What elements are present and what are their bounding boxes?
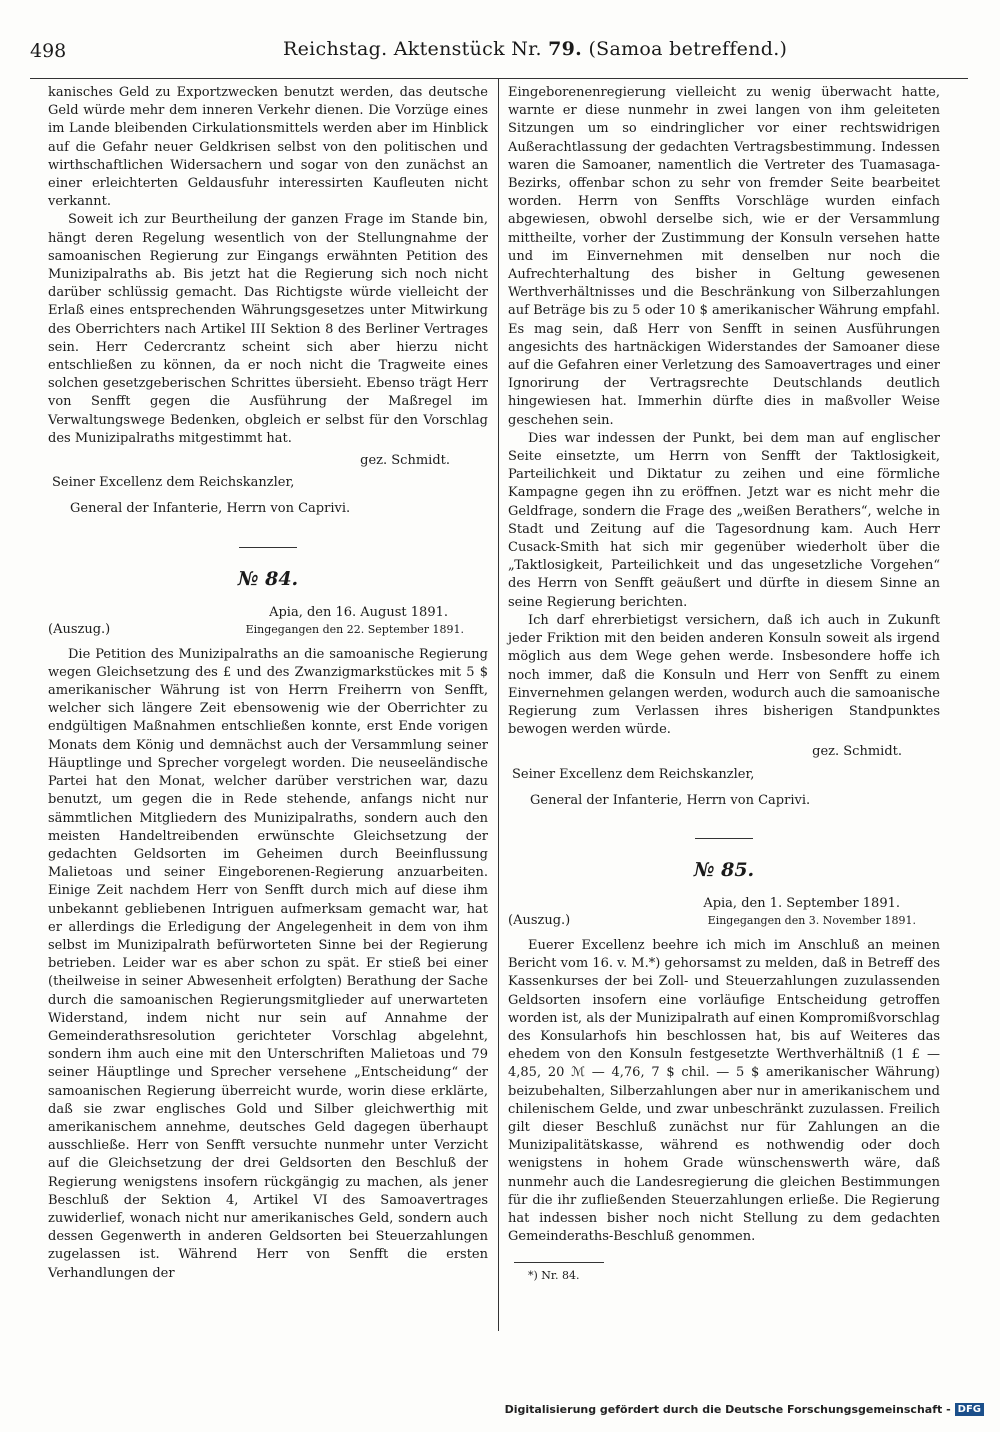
left-paragraph-1: kanisches Geld zu Exportzwecken benutzt werden, das deutsche Geld würde mehr dem inneren Verkehr dienen. Die Vorzüge eines im Lande bleibenden Cirkulationsmittels werden aber im Hinblick auf die Gefahr neuer Geldkrisen selbst von den politischen und wirthschaftlichen Widersachern und sogar von den zunächst an einer erleichterten Geldausfuhr interessirten Kaufleuten nicht verkannt. — [48, 85, 488, 210]
dfg-credit — [505, 1403, 984, 1416]
running-title — [283, 38, 787, 60]
addressee-line-2: General der Infanterie, Herrn von Caprivi. — [70, 501, 351, 517]
footnote-rule — [514, 1262, 604, 1263]
header-rule — [30, 78, 968, 79]
page-number: 498 — [30, 40, 67, 62]
page-header — [30, 26, 970, 66]
running-title-number: 79. — [548, 38, 583, 60]
dfg-credit-text: Digitalisierung gefördert durch die Deutsche Forschungsgemeinschaft - — [504, 1403, 951, 1416]
column-divider — [498, 79, 499, 1331]
dateline: Apia, den 1. September 1891. — [703, 895, 900, 911]
right-paragraph-4: Euerer Excellenz beehre ich mich im Anschluß an meinen Bericht vom 16. v. M.*) gehorsamst zu melden, daß in Betreff des Kassenkurses der bei Zoll- und Steuerzahlungen zuzulassenden Geldsorten insofern eine vorläufige Entscheidung getroffen worden ist, als der Munizipalrath auf einen Kompromißvorschlag des Konsularhofs hin beschlossen hat, bis auf Weiteres das ehedem von den Konsuln festgesetzte Werthverhältniß (1 £ — 4,85, 20 ℳ — 4,76, 7 $ chil. — 5 $ amerikanischer Währung) beizubehalten, Silberzahlungen aber nur in amerikanischem und chilenischem Gelde, und zwar unbeschränkt zuzulassen. Freilich gilt dieser Beschluß zunächst nur für Zahlungen an die Munizipalitätskasse, während es nothwendig oder doch wenigstens in hohem Grade wünschenswerth wäre, daß nunmehr auch die Landesregierung die gleichen Bestimmungen für die ihr zufließenden Steuerzahlungen erließe. Die Regierung hat indessen bisher noch nicht Stellung zu dem gedachten Gemeinderaths-Beschluß genommen. — [508, 937, 940, 1245]
left-paragraph-2: Soweit ich zur Beurtheilung der ganzen Frage im Stande bin, hängt deren Regelung wesentlich von der Stellungnahme der samoanischen Regierung zur Eingangs erwähnten Petition des Munizipalraths ab. Bis jetzt hat die Regierung sich noch nicht darüber schlüssig gemacht. Das Richtigste würde vielleicht der Erlaß eines entsprechenden Währungsgesetzes unter Mitwirkung des Oberrichters nach Artikel III Sektion 8 des Berliner Vertrages sein. Herr Cedercrantz scheint sich aber hierzu nicht entschließen zu können, da er noch nicht die Tragweite eines solchen gesetzgeberischen Schrittes übersieht. Ebenso trägt Herr von Senfft gegen die Ausführung der Maßregel im Verwaltungswege Bedenken, obgleich er selbst für den Vorschlag des Munizipalraths mitgestimmt hat. — [48, 212, 488, 446]
signature: gez. Schmidt. — [360, 453, 450, 469]
footnote: *) Nr. 84. — [528, 1269, 580, 1283]
addressee-line-1: Seiner Excellenz dem Reichskanzler, — [512, 766, 755, 782]
document-number: № 85. — [693, 858, 755, 881]
addressee-line-1: Seiner Excellenz dem Reichskanzler, — [52, 475, 295, 491]
received-line: Eingegangen den 3. November 1891. — [707, 913, 916, 927]
section-separator — [695, 838, 753, 839]
running-title-suffix: (Samoa betreffend.) — [588, 38, 788, 60]
extract-label: (Auszug.) — [508, 912, 571, 928]
dfg-logo: DFG — [955, 1403, 984, 1416]
signature: gez. Schmidt. — [812, 744, 902, 760]
addressee-line-2: General der Infanterie, Herrn von Caprivi. — [530, 792, 811, 808]
right-column — [508, 84, 940, 1282]
extract-label: (Auszug.) — [48, 621, 111, 637]
doc-meta — [508, 913, 940, 931]
right-paragraph-1: Eingeborenenregierung vielleicht zu wenig überwacht hatte, warnte er diese nunmehr in zwei langen von ihm geleiteten Sitzungen um so eindringlicher vor einer rechtswidrigen Außerachtlassung der gedachten Vertragsbestimmung. Indessen waren die Samoaner, namentlich die Vertreter des Tuamasaga-Bezirks, offenbar schon zu sehr von fremder Seite bearbeitet worden. Herrn von Senffts Vorschläge wurden einfach abgewiesen, obwohl derselbe sich, wie er der Versammlung mittheilte, vorher der Zustimmung der Konsuln versehen hatte und im Einvernehmen mit denselben nur noch die Aufrechterhaltung des bisher in Geltung gewesenen Werthverhältnisses und die Beschränkung von Silberzahlungen auf Beträge bis zu 5 oder 10 $ amerikanischer Währung empfahl. Es mag sein, daß Herr von Senfft in seinen Ausführungen angesichts des hartnäckigen Widerstandes der Samoaner diese auf die Gefahren einer Verletzung des Samoavertrages und einer Ignorirung der Vertragsrechte Deutschlands deutlich hingewiesen hat. Immerhin dürfte dies in maßvoller Weise geschehen sein. — [508, 85, 940, 428]
dateline: Apia, den 16. August 1891. — [269, 604, 448, 620]
running-title-prefix: Reichstag. Aktenstück Nr. — [283, 38, 542, 60]
document-number: № 84. — [237, 567, 299, 590]
received-line: Eingegangen den 22. September 1891. — [245, 622, 464, 636]
right-paragraph-3: Ich darf ehrerbietigst versichern, daß ich auch in Zukunft jeder Friktion mit den beiden anderen Konsuln soweit als irgend möglich aus dem Wege gehen werde. Insbesondere hoffe ich noch immer, daß die Konsuln und Herr von Senfft zu einem Einvernehmen gelangen werden, wodurch auch die samoanische Regierung zum Verlassen ihres bisherigen Standpunktes bewogen werden würde. — [508, 612, 940, 738]
right-paragraph-2: Dies war indessen der Punkt, bei dem man auf englischer Seite einsetzte, um Herrn von Senfft der Taktlosigkeit, Parteilichkeit und Diktatur zu zeihen und eine förmliche Kampagne gegen ihn zu eröffnen. Jetzt war es nicht mehr die Geldfrage, sondern die Frage des „weißen Berathers“, welche in Stadt und Zeitung auf die Tagesordnung kam. Auch Herr Cusack-Smith hat sich mir gegenüber wiederholt über die „Taktlosigkeit, Parteilichkeit und das ungesetzliche Vorgehen“ des Herrn von Senfft geäußert und dürfte in diesem Sinne an seine Regierung berichten. — [508, 430, 940, 610]
left-paragraph-3: Die Petition des Munizipalraths an die samoanische Regierung wegen Gleichsetzung des £ und des Zwanzigmarkstückes mit 5 $ amerikanischer Währung ist von Herrn Freiherrn von Senfft, welcher sich längere Zeit ebensowenig wie der Oberrichter zu endgültigen Maßnahmen entschließen konnte, erst Ende vorigen Monats dem König und demnächst auch der Versammlung seiner Häuptlinge und Sprecher vorgelegt worden. Die neuseeländische Partei hat den Monat, welcher darüber verstrichen war, dazu benutzt, um gegen die in Rede stehende, anfangs nicht nur sämmtlichen Mitgliedern des Munizipalraths, sondern auch den meisten Handeltreibenden erwünschte Gleichsetzung der gedachten Geldsorten im Geheimen durch Beeinflussung Malietoas und seiner Eingeborenen-Regierung anzuarbeiten. Einige Zeit nachdem Herr von Senfft durch mich auf diese ihm unbekannt gebliebenen Intriguen aufmerksam gemacht war, hat er allerdings die Erledigung der Angelegenheit in dem von ihm selbst im Munizipalrath befürworteten Sinne bei der Regierung betrieben. Leider war es aber schon zu spät. Er stieß bei einer (theilweise in seiner Abwesenheit erfolgten) Berathung der Sache durch die samoanischen Regierungsmitglieder auf unerwarteten Widerstand, indem nicht nur sein auf Annahme der Gemeinderathsresolution gerichteter Vorschlag abgelehnt, sondern ihm auch eine mit den Unterschriften Malietoas und 79 seiner Häuptlinge und Sprecher versehene „Entscheidung“ der samoanischen Regierung überreicht wurde, worin diese erklärte, daß sie zwar englisches Gold und Silber gleichwerthig mit amerikanischem annehme, deutsches Geld dagegen überhaupt ausschließe. Herr von Senfft versuchte nunmehr unter Verzicht auf die Gleichsetzung der drei Geldsorten den Beschluß der Regierung wenigstens insofern rückgängig zu machen, als jener Beschluß der Sektion 4, Artikel VI des Samoavertrages zuwiderlief, wonach nicht nur amerikanisches Geld, sondern auch dessen Gegenwerth in anderen Geldsorten bei Steuerzahlungen zugelassen ist. Während Herr von Senfft die ersten Verhandlungen der — [48, 646, 488, 1281]
section-separator — [239, 547, 297, 548]
doc-meta — [48, 622, 488, 640]
left-column — [48, 84, 488, 1283]
